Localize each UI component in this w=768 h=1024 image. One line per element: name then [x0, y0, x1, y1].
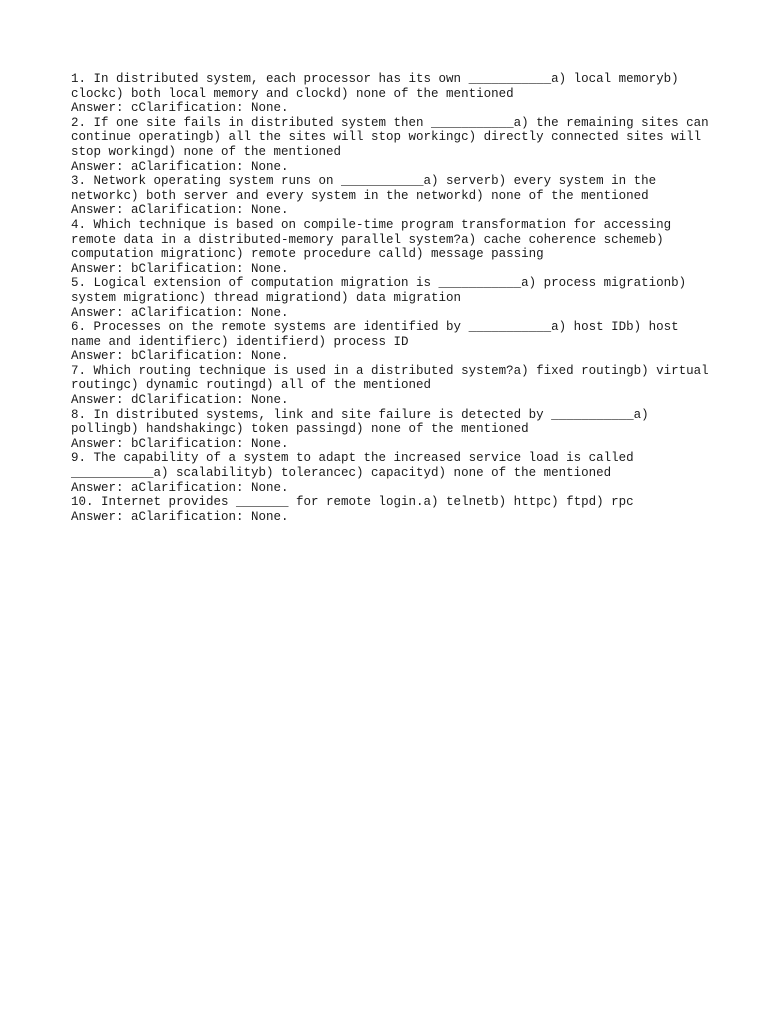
answer-text: Answer: aClarification: None.	[71, 203, 289, 218]
question-text: 10. Internet provides _______ for remote login.a) telnetb) httpc) ftpd) rpc	[71, 495, 634, 510]
answer-text: Answer: bClarification: None.	[71, 349, 289, 364]
question-item-1	[71, 72, 711, 116]
question-text: 7. Which routing technique is used in a distributed system?a) fixed routingb) virtual routingc) dynamic routingd) all of the mentioned	[71, 363, 709, 393]
question-text: 8. In distributed systems, link and site failure is detected by ___________a) pollingb) handshakingc) token passingd) none of the mentioned	[71, 407, 649, 437]
question-item-8	[71, 408, 711, 452]
question-text: 1. In distributed system, each processor has its own ___________a) local memoryb) clockc) both local memory and clockd) none of the mentioned	[71, 72, 679, 101]
answer-text: Answer: aClarification: None.	[71, 159, 289, 174]
question-item-10	[71, 495, 711, 524]
answer-text: Answer: aClarification: None.	[71, 480, 289, 495]
answer-text: Answer: bClarification: None.	[71, 261, 289, 276]
document-body	[71, 72, 711, 524]
answer-text: Answer: aClarification: None.	[71, 305, 289, 320]
question-text: 3. Network operating system runs on ___________a) serverb) every system in the networkc) both server and every system in the networkd) none of the mentioned	[71, 174, 657, 203]
question-item-5	[71, 276, 711, 320]
question-item-2	[71, 116, 711, 174]
question-item-7	[71, 364, 711, 408]
question-item-6	[71, 320, 711, 364]
question-item-9	[71, 451, 711, 495]
question-text: 5. Logical extension of computation migration is ___________a) process migrationb) system migrationc) thread migrationd) data migration	[71, 276, 687, 305]
question-item-4	[71, 218, 711, 276]
answer-text: Answer: cClarification: None.	[71, 101, 289, 116]
question-text: 9. The capability of a system to adapt the increased service load is called ___________a) scalabilityb) tolerancec) capacityd) none of the mentioned	[71, 451, 634, 481]
answer-text: Answer: bClarification: None.	[71, 436, 289, 451]
question-text: 4. Which technique is based on compile-time program transformation for accessing remote data in a distributed-memory parallel system?a) cache coherence schemeb) computation migrationc) remote procedure calld) message passing	[71, 217, 672, 262]
question-text: 2. If one site fails in distributed system then ___________a) the remaining sites can continue operatingb) all the sites will stop workingc) directly connected sites will stop workingd) none of the mentioned	[71, 115, 709, 159]
answer-text: Answer: dClarification: None.	[71, 393, 289, 408]
question-text: 6. Processes on the remote systems are identified by ___________a) host IDb) host name and identifierc) identifierd) process ID	[71, 320, 679, 349]
question-item-3	[71, 174, 711, 218]
answer-text: Answer: aClarification: None.	[71, 509, 289, 524]
